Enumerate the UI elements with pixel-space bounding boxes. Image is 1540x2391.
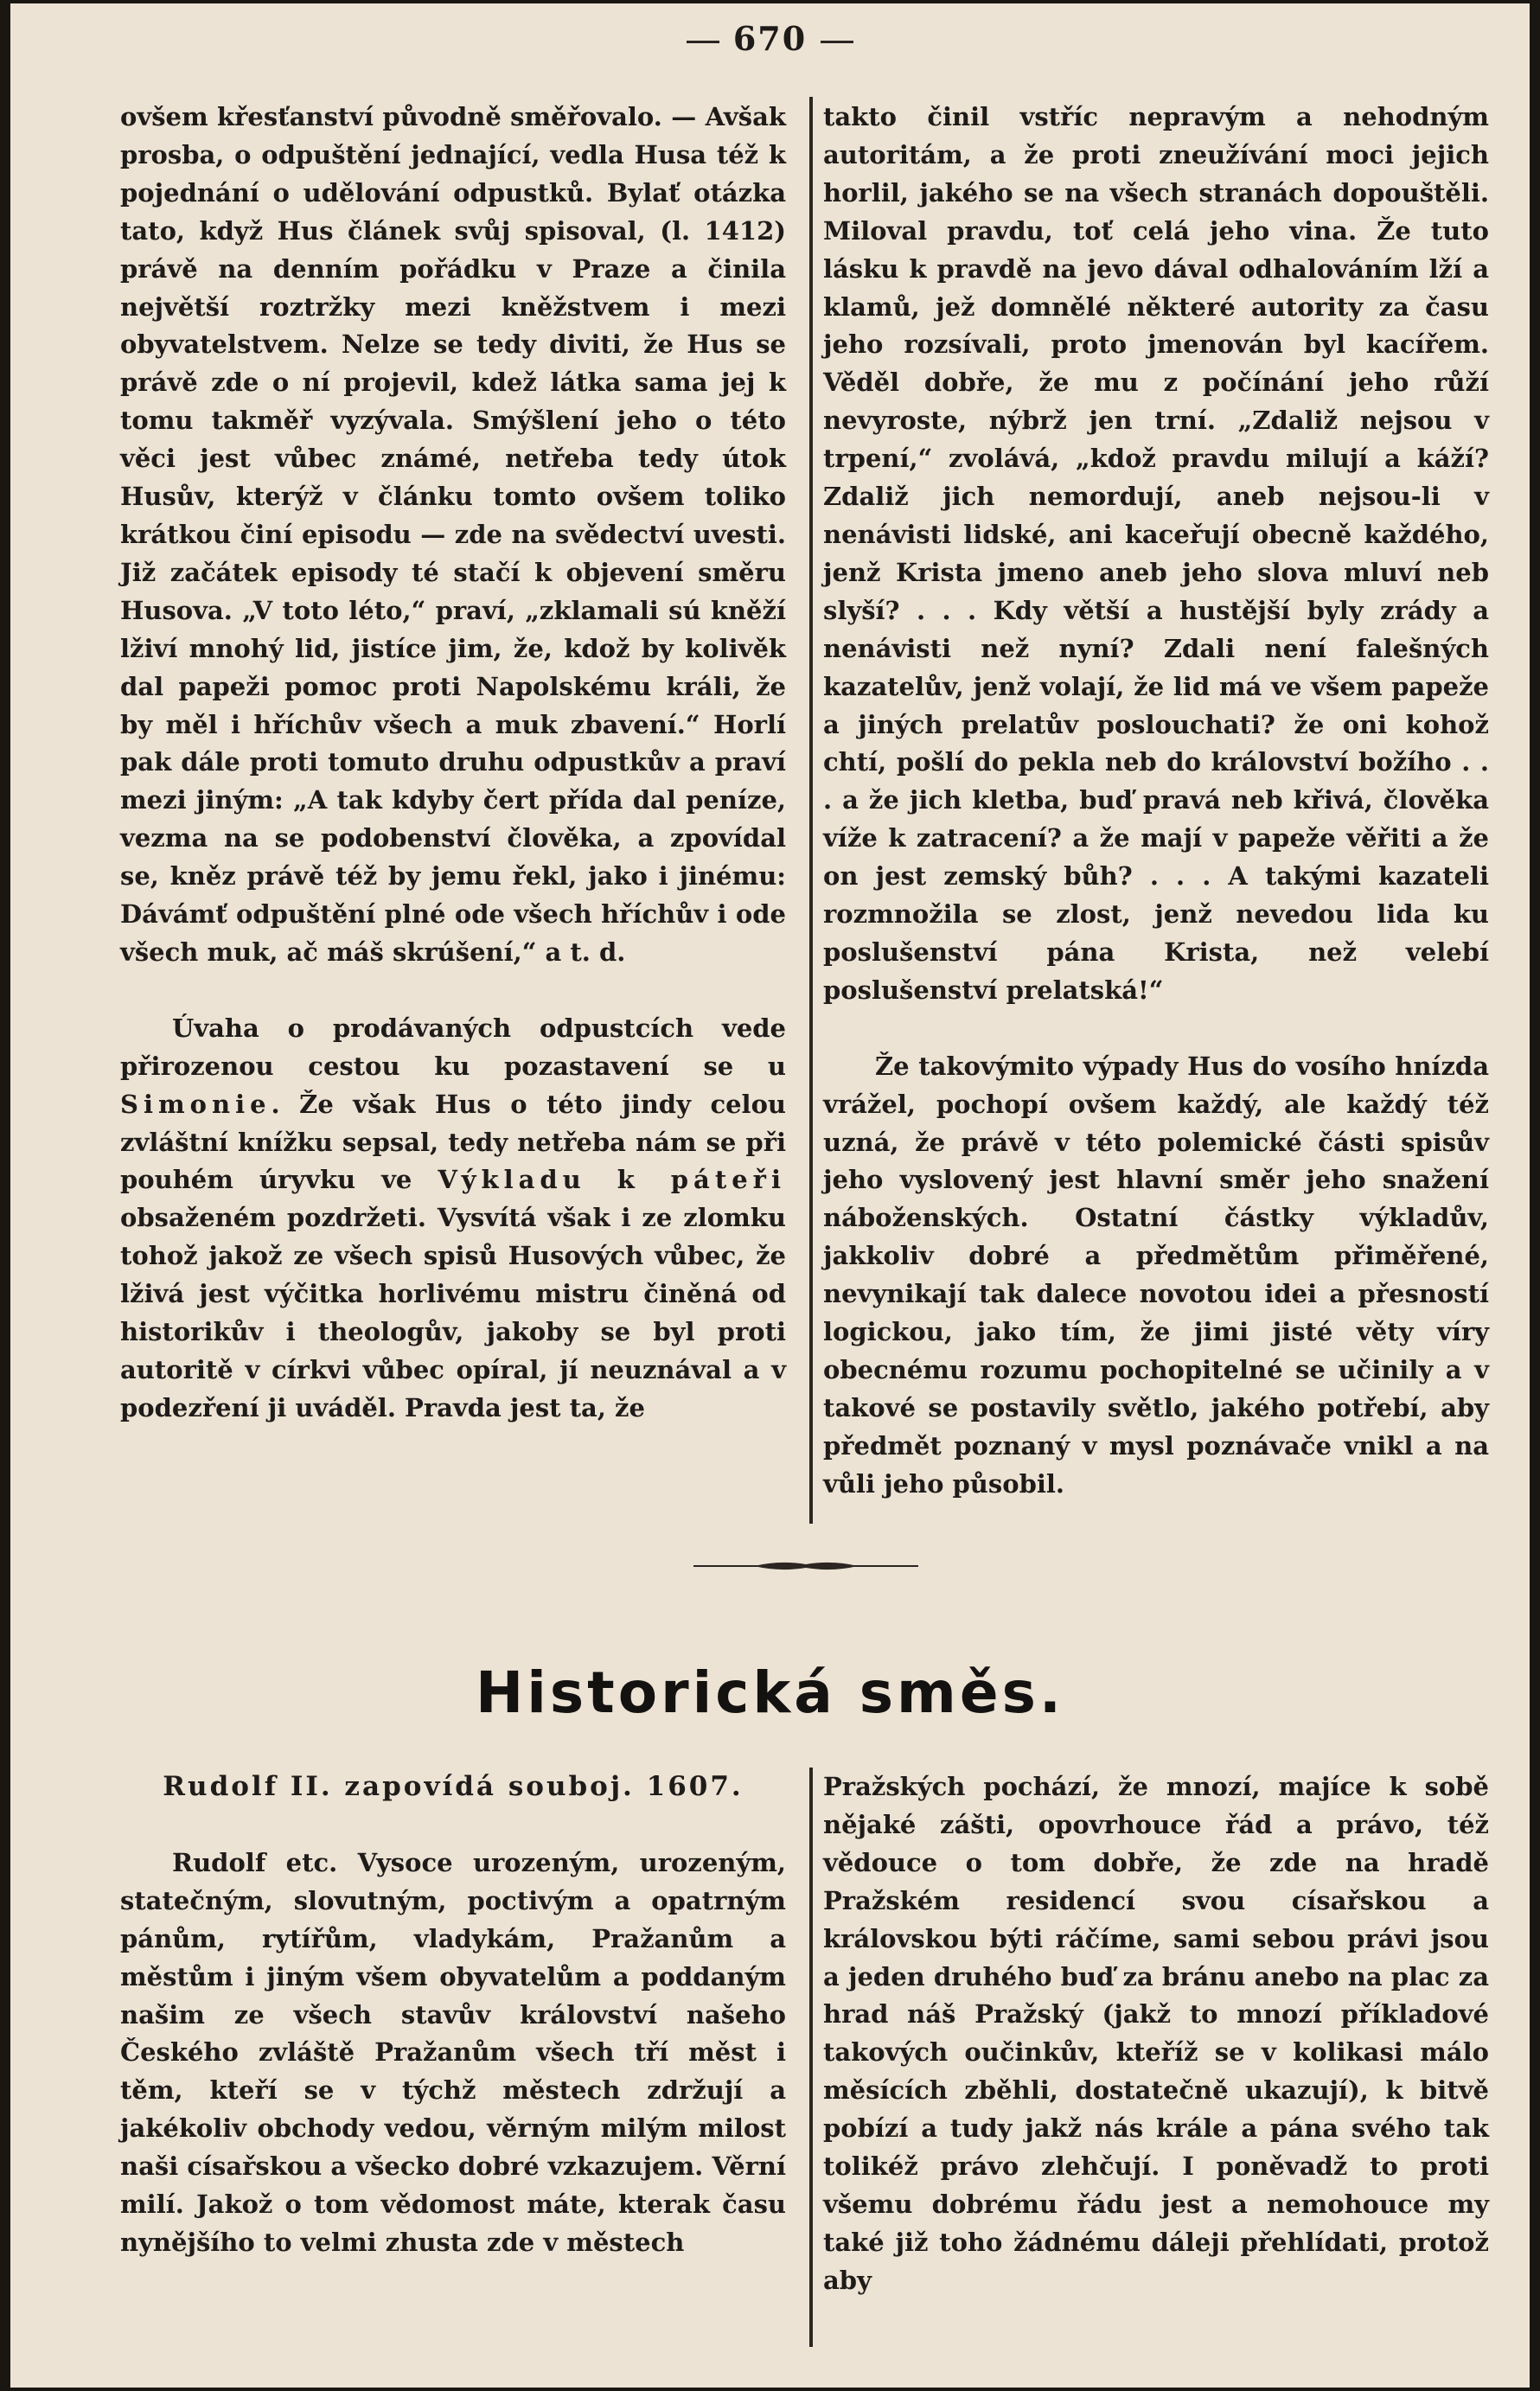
text-run: . Že však Hus o této jindy celou zvláštní knížku sepsal, tedy netřeba nám se při pouhém úryvku ve	[120, 1089, 786, 1195]
top-right-column	[823, 99, 1489, 1504]
column-divider-top	[809, 97, 813, 1524]
paragraph: ovšem křesťanství původně směřovalo. — Avšak prosba, o odpuštění jednající, vedla Husa též k pojednání o udělování odpustků. Bylať otázka tato, když Hus článek svůj spisoval, (l. 1412) právě na denním pořádku v Praze a činila největší roztržky mezi kněžstvem i mezi obyvatelstvem. Nelze se tedy diviti, že Hus se právě zde o ní projevil, kdež látka sama jej k tomu takměř vyzývala. Smýšlení jeho o této věci jest vůbec známé, netřeba tedy útok Husův, kterýž v článku tomto ovšem toliko krátkou činí episodu — zde na svědectví uvesti. Již začátek episody té stačí k objevení směru Husova. „V toto léto,“ praví, „zklamali sú kněží lživí mnohý lid, jistíce jim, že, kdož by kolivěk dal papeži pomoc proti Napolskému králi, že by měl i hříchův všech a muk zbavení.“ Horlí pak dále proti tomuto druhu odpustkův a praví mezi jiným: „A tak kdyby čert přída dal peníze, vezma na se podobenství člověka, a zpovídal se, kněz právě též by jemu řekl, jako i jinému: Dávámť odpuštění plné ode všech hříchův i ode všech muk, ač máš skrúšení,“ a t. d.	[120, 102, 786, 967]
top-left-column	[120, 99, 786, 1428]
paragraph	[120, 1010, 786, 1428]
bottom-right-column	[823, 1768, 1489, 2300]
article-title: Rudolf II. zapovídá souboj. 1607.	[163, 1771, 744, 1802]
text-run: obsaženém pozdržeti. Vysvítá však i ze zlomku tohož jakož ze všech spisů Husových vůbec, že lživá jest výčitka horlivému mistru činěná od historikův i theologův, jakoby se byl proti autoritě v církvi vůbec opíral, jí neuznával a v podezření ji uváděl. Pravda jest ta, že	[120, 1203, 786, 1422]
page-number	[10, 19, 1530, 58]
text-run: Úvaha o prodávaných odpustcích vede přirozenou cestou ku pozastavení se u	[120, 1013, 786, 1081]
paragraph: Že takovýmito výpady Hus do vosího hnízda vrážel, pochopí ovšem každý, ale každý též uzná, že právě v této polemické části spisův jeho vyslovený jest hlavní směr jeho snažení náboženských. Ostatní částky výkladův, jakkoliv dobré a předmětům přiměřené, nevynikají tak dalece novotou idei a přesností logickou, jako tím, že jimi jisté věty víry obecnému rozumu pochopitelné se učinily a v takové se postavily světlo, jakého potřebí, aby předmět poznaný v mysl poznávače vnikl a na vůli jeho působil.	[823, 1051, 1489, 1499]
section-title: Historická směs.	[476, 1659, 1064, 1726]
page-number-text: 670	[732, 19, 808, 58]
paragraph: takto činil vstříc nepravým a nehodným autoritám, a že proti zneužívání moci jejich horlil, jakého se na všech stranách dopouštěli. Miloval pravdu, toť celá jeho vina. Že tuto lásku k pravdě na jevo dával odhalováním lží a klamů, jež domnělé některé autority za času jeho rozsívali, proto jmenován byl kacířem. Věděl dobře, že mu z počínání jeho růží nevyroste, nýbrž jen trní. „Zdaliž nejsou v trpení,“ zvolává, „kdož pravdu milují a káží? Zdaliž jich nemordují, aneb nejsou-li v nenávisti lidské, ani kaceřují obecně každého, jenž Krista jmeno aneb jeho slova mluví neb slyší? . . . Kdy větší a hustější byly zrády a nenávisti než nyní? Zdali není falešných kazatelův, jenž volají, že lid má ve všem papeže a jiných prelatův poslouchati? že oni kohož chtí, pošlí do pekla neb do království božího . . . a že jich kletba, buď pravá neb křivá, člověka víže k zatracení? a že mají v papeže věřiti a že on jest zemský bůh? . . . A takými kazateli rozmnožila se zlost, jenž nevedou lida ku poslušenství pána Krista, než velebí poslušenství prelatská!“	[823, 102, 1489, 1005]
column-divider-bottom	[809, 1768, 813, 2347]
bottom-left-column	[120, 1768, 786, 2262]
ornament-divider	[693, 1559, 918, 1573]
emphasis-book: Výkladu k páteři	[438, 1165, 786, 1195]
emphasis-name: Simonie	[120, 1089, 272, 1119]
paragraph: Rudolf etc. Vysoce urozeným, urozeným, statečným, slovutným, poctivým a opatrným pánům, rytířům, vladykám, Pražanům a městům i jiným všem obyvatelům a poddaným našim ze všech stavův království našeho Českého zvláště Pražanům všech tří měst i těm, kteří se v týchž městech zdržují a jakékoliv obchody vedou, věrným milým milost naši císařskou a všecko dobré vzkazujem. Věrní milí. Jakož o tom vědomost máte, kterak času nynějšího to velmi zhusta zde v městech	[120, 1847, 787, 2257]
dash-left	[687, 41, 719, 43]
paragraph: Pražských pochází, že mnozí, majíce k sobě nějaké zášti, opovrhouce řád a právo, též vědouce o tom dobře, že zde na hradě Pražském residencí svou císařskou a královskou býti ráčíme, sami sebou právi jsou a jeden druhého buď za bránu anebo na plac za hrad náš Pražský (jakž to mnozí příkladové takových oučinkův, kteříž se v kolikasi málo měsících zběhli, dostatečně ukazují), k bitvě pobízí a tudy jakž nás krále a pána svého tak tolikéž právo zlehčují. I poněvadž to proti všemu dobrému řádu jest a nemohouce my také již toho žádnému dáleji přehlídati, protož aby	[823, 1772, 1489, 2295]
journal-page	[10, 3, 1530, 2388]
dash-right	[821, 41, 853, 43]
